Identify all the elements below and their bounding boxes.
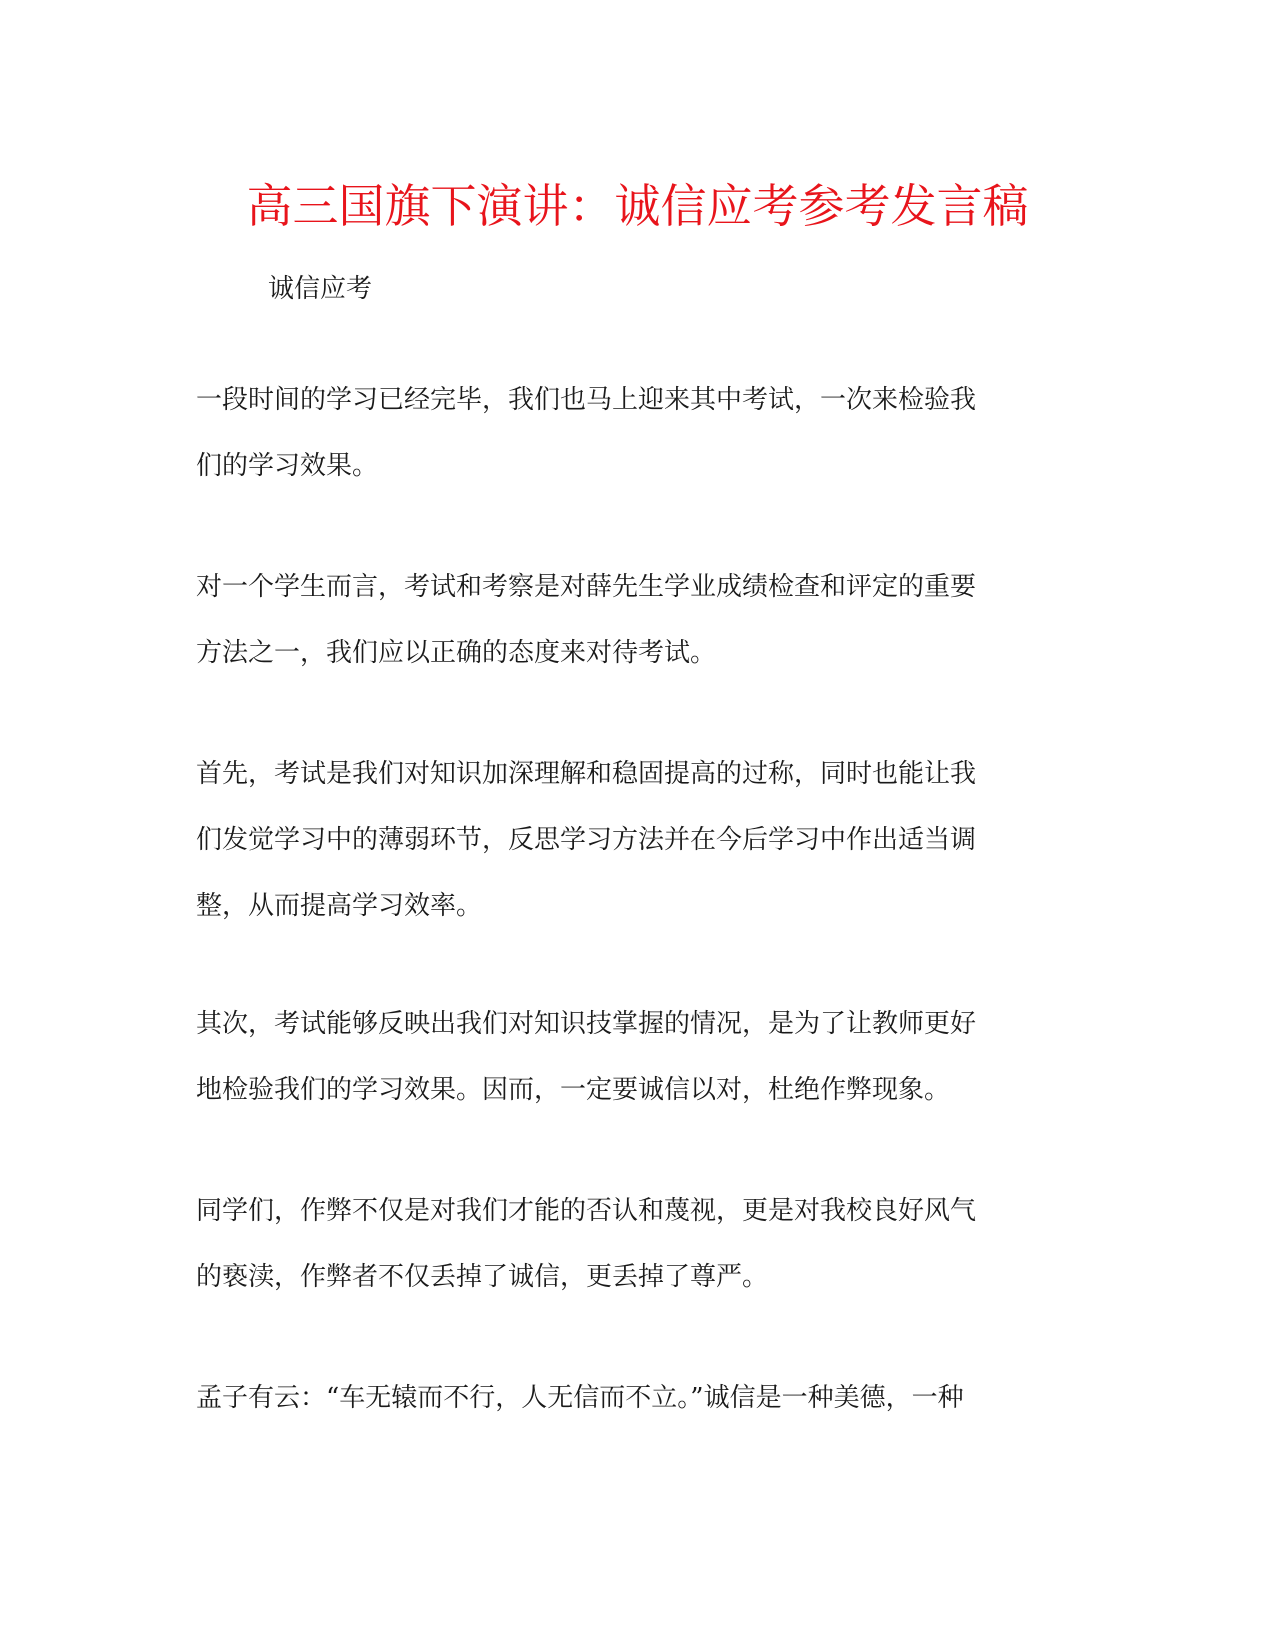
paragraph-line: 的亵渎，作弊者不仅丢掉了诚信，更丢掉了尊严。 — [196, 1262, 769, 1292]
paragraph-line: 孟子有云：“车无辕而不行，人无信而不立。”诚信是一种美德，一种 — [196, 1383, 964, 1413]
paragraph-2 — [196, 554, 1076, 686]
paragraph-line: 们发觉学习中的薄弱环节，反思学习方法并在今后学习中作出适当调 — [196, 825, 977, 855]
section-subtitle: 诚信应考 — [268, 274, 373, 304]
paragraph-line: 其次，考试能够反映出我们对知识技掌握的情况，是为了让教师更好 — [196, 1009, 977, 1039]
paragraph-line: 同学们，作弊不仅是对我们才能的否认和蔑视，更是对我校良好风气 — [196, 1196, 977, 1226]
paragraph-5 — [196, 1178, 1076, 1310]
paragraph-line: 对一个学生而言，考试和考察是对薛先生学业成绩检查和评定的重要 — [196, 572, 977, 602]
paragraph-line: 们的学习效果。 — [196, 451, 379, 481]
page-title: 高三国旗下演讲：诚信应考参考发言稿 — [246, 179, 1029, 233]
paragraph-1 — [196, 367, 1076, 499]
paragraph-line: 整，从而提高学习效率。 — [196, 891, 483, 921]
paragraph-line: 方法之一，我们应以正确的态度来对待考试。 — [196, 638, 717, 668]
paragraph-line: 首先，考试是我们对知识加深理解和稳固提高的过称，同时也能让我 — [196, 759, 977, 789]
paragraph-6 — [196, 1365, 1076, 1431]
paragraph-line: 地检验我们的学习效果。因而，一定要诚信以对，杜绝作弊现象。 — [196, 1075, 951, 1105]
paragraph-4 — [196, 991, 1076, 1123]
paragraph-3 — [196, 741, 1076, 939]
paragraph-line: 一段时间的学习已经完毕，我们也马上迎来其中考试，一次来检验我 — [196, 385, 977, 415]
